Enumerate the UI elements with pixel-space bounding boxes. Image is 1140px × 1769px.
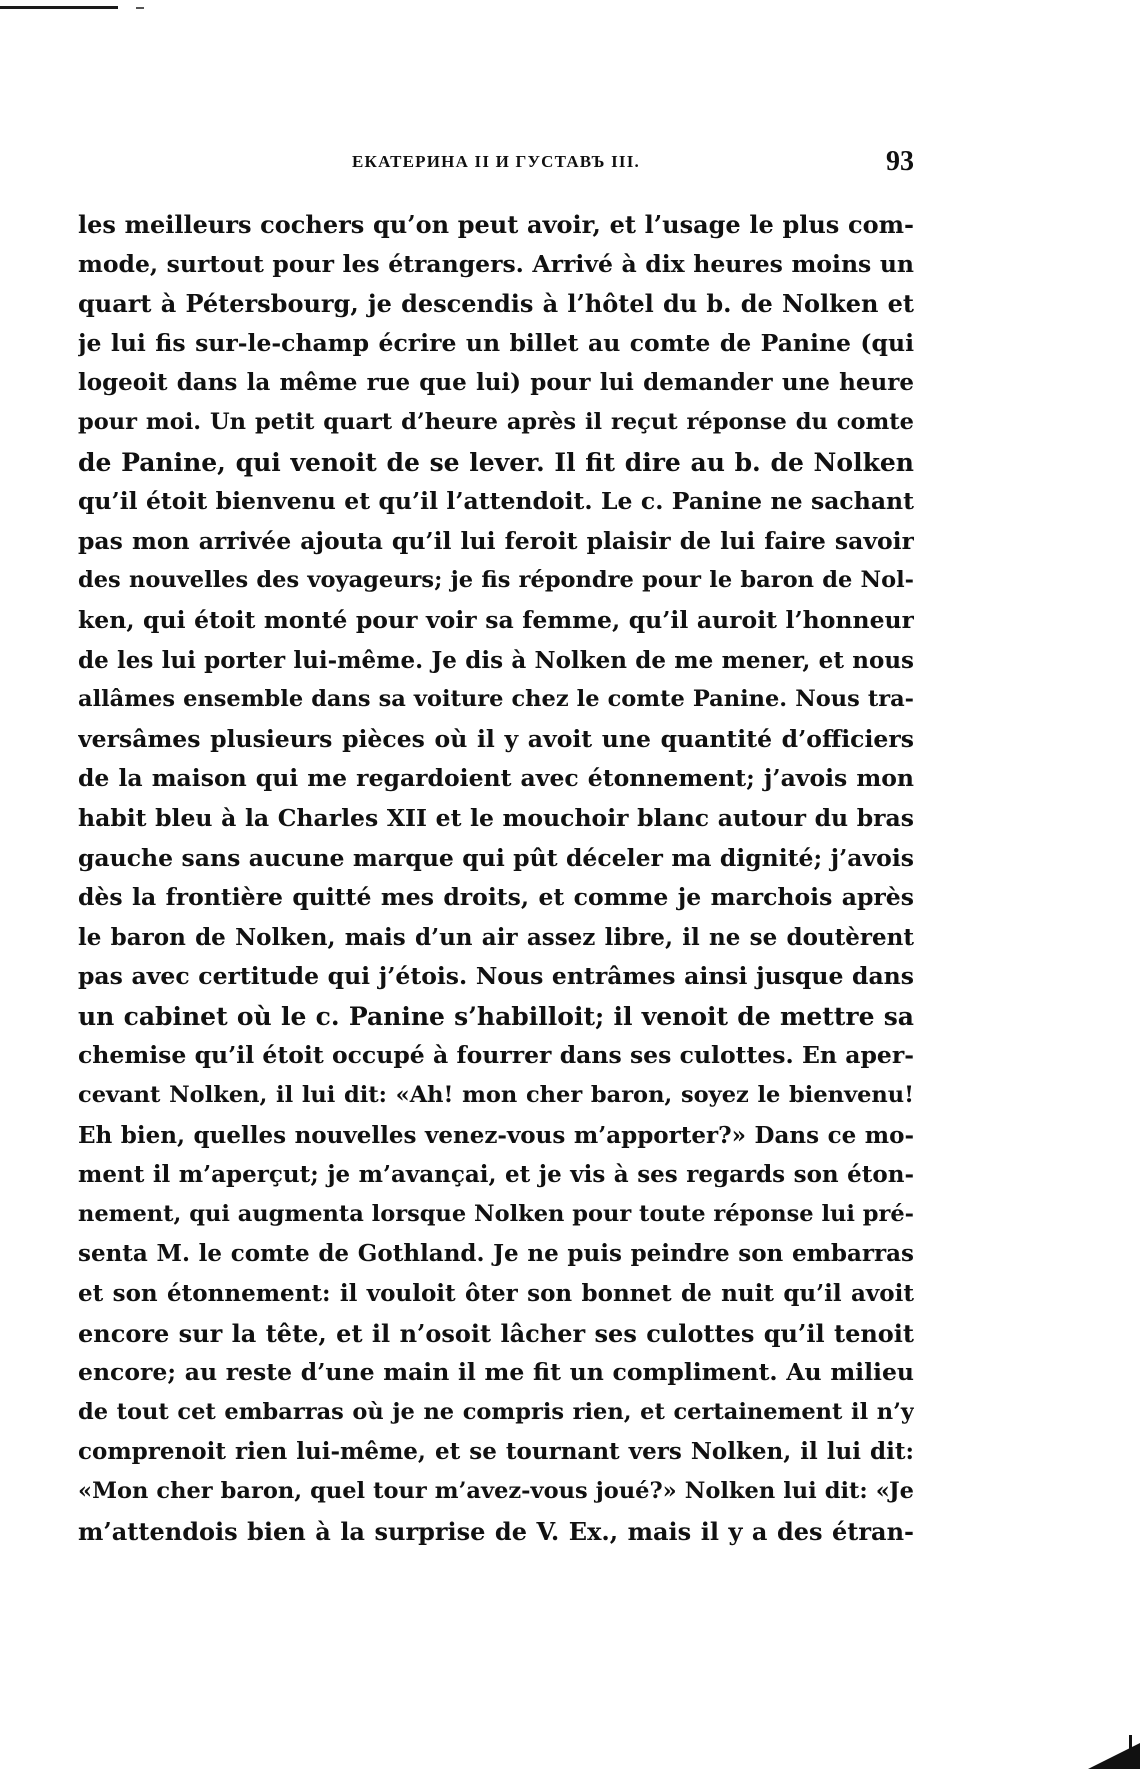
text-line: habit bleu à la Charles XII et le mouchoir blanc autour du bras	[78, 803, 914, 832]
page-number: 93	[886, 146, 914, 177]
text-line: les meilleurs cochers qu’on peut avoir, et l’usage le plus com-	[78, 210, 914, 239]
text-line: m’attendois bien à la surprise de V. Ex., mais il y a des étran-	[78, 1516, 914, 1546]
text-line: mode, surtout pour les étrangers. Arrivé à dix heures moins un	[78, 249, 914, 278]
text-line: quart à Pétersbourg, je descendis à l’hôtel du b. de Nolken et	[78, 289, 914, 319]
text-line: pour moi. Un petit quart d’heure après il reçut réponse du comte	[78, 408, 914, 435]
text-line: de les lui porter lui-même. Je dis à Nolken de me mener, et nous	[78, 646, 914, 674]
text-line: encore; au reste d’une main il me fit un compliment. Au milieu	[78, 1358, 914, 1387]
text-line: de la maison qui me regardoient avec étonnement; j’avois mon	[78, 764, 914, 793]
text-line: senta M. le comte de Gothland. Je ne puis peindre son embarras	[78, 1240, 914, 1268]
top-edge-dash	[136, 7, 144, 9]
text-line: nement, qui augmenta lorsque Nolken pour toute réponse lui pré-	[78, 1200, 914, 1227]
text-line: comprenoit rien lui-même, et se tournant vers Nolken, il lui dit:	[78, 1438, 914, 1466]
text-line: et son étonnement: il vouloit ôter son bonnet de nuit qu’il avoit	[78, 1280, 914, 1308]
text-line: ken, qui étoit monté pour voir sa femme, qu’il auroit l’honneur	[78, 605, 914, 634]
text-line: de Panine, qui venoit de se lever. Il fit dire au b. de Nolken	[78, 447, 914, 477]
page-corner-mark	[1088, 1743, 1140, 1769]
text-line: chemise qu’il étoit occupé à fourrer dans ses culottes. En aper-	[78, 1041, 914, 1070]
text-line: des nouvelles des voyageurs; je fis répondre pour le baron de Nol-	[78, 567, 914, 594]
running-head	[78, 146, 914, 182]
text-line: Eh bien, quelles nouvelles venez-vous m’apporter?» Dans ce mo-	[78, 1121, 914, 1149]
body-text	[78, 205, 914, 1551]
text-line: le baron de Nolken, mais d’un air assez libre, il ne se doutèrent	[78, 923, 914, 951]
text-line: je lui fis sur-le-champ écrire un billet au comte de Panine (qui	[78, 328, 914, 357]
text-line: ment il m’aperçut; je m’avançai, et je vis à ses regards son éton-	[78, 1161, 914, 1189]
text-line: allâmes ensemble dans sa voiture chez le comte Panine. Nous tra-	[78, 686, 914, 713]
text-line: un cabinet où le c. Panine s’habilloit; il venoit de mettre sa	[78, 1001, 914, 1031]
text-line: de tout cet embarras où je ne compris rien, et certainement il n’y	[78, 1398, 914, 1425]
text-line: logeoit dans la même rue que lui) pour lui demander une heure	[78, 369, 914, 397]
text-line: dès la frontière quitté mes droits, et comme je marchois après	[78, 883, 914, 912]
text-line: versâmes plusieurs pièces où il y avoit une quantité d’officiers	[78, 724, 914, 753]
text-line: qu’il étoit bienvenu et qu’il l’attendoit. Le c. Panine ne sachant	[78, 487, 914, 516]
top-edge-rule	[0, 6, 118, 9]
text-line: «Mon cher baron, quel tour m’avez-vous joué?» Nolken lui dit: «Je	[78, 1478, 914, 1504]
text-line: gauche sans aucune marque qui pût déceler ma dignité; j’avois	[78, 843, 914, 872]
text-line: pas avec certitude qui j’étois. Nous entrâmes ainsi jusque dans	[78, 962, 914, 991]
text-line: encore sur la tête, et il n’osoit lâcher ses culottes qu’il tenoit	[78, 1318, 914, 1348]
page-corner-mark-bar	[1129, 1735, 1132, 1769]
running-title: ЕКАТЕРИНА II И ГУСТАВЪ III.	[352, 152, 640, 171]
text-line: pas mon arrivée ajouta qu’il lui feroit plaisir de lui faire savoir	[78, 526, 914, 555]
text-line: cevant Nolken, il lui dit: «Ah! mon cher baron, soyez le bienvenu!	[78, 1082, 914, 1109]
